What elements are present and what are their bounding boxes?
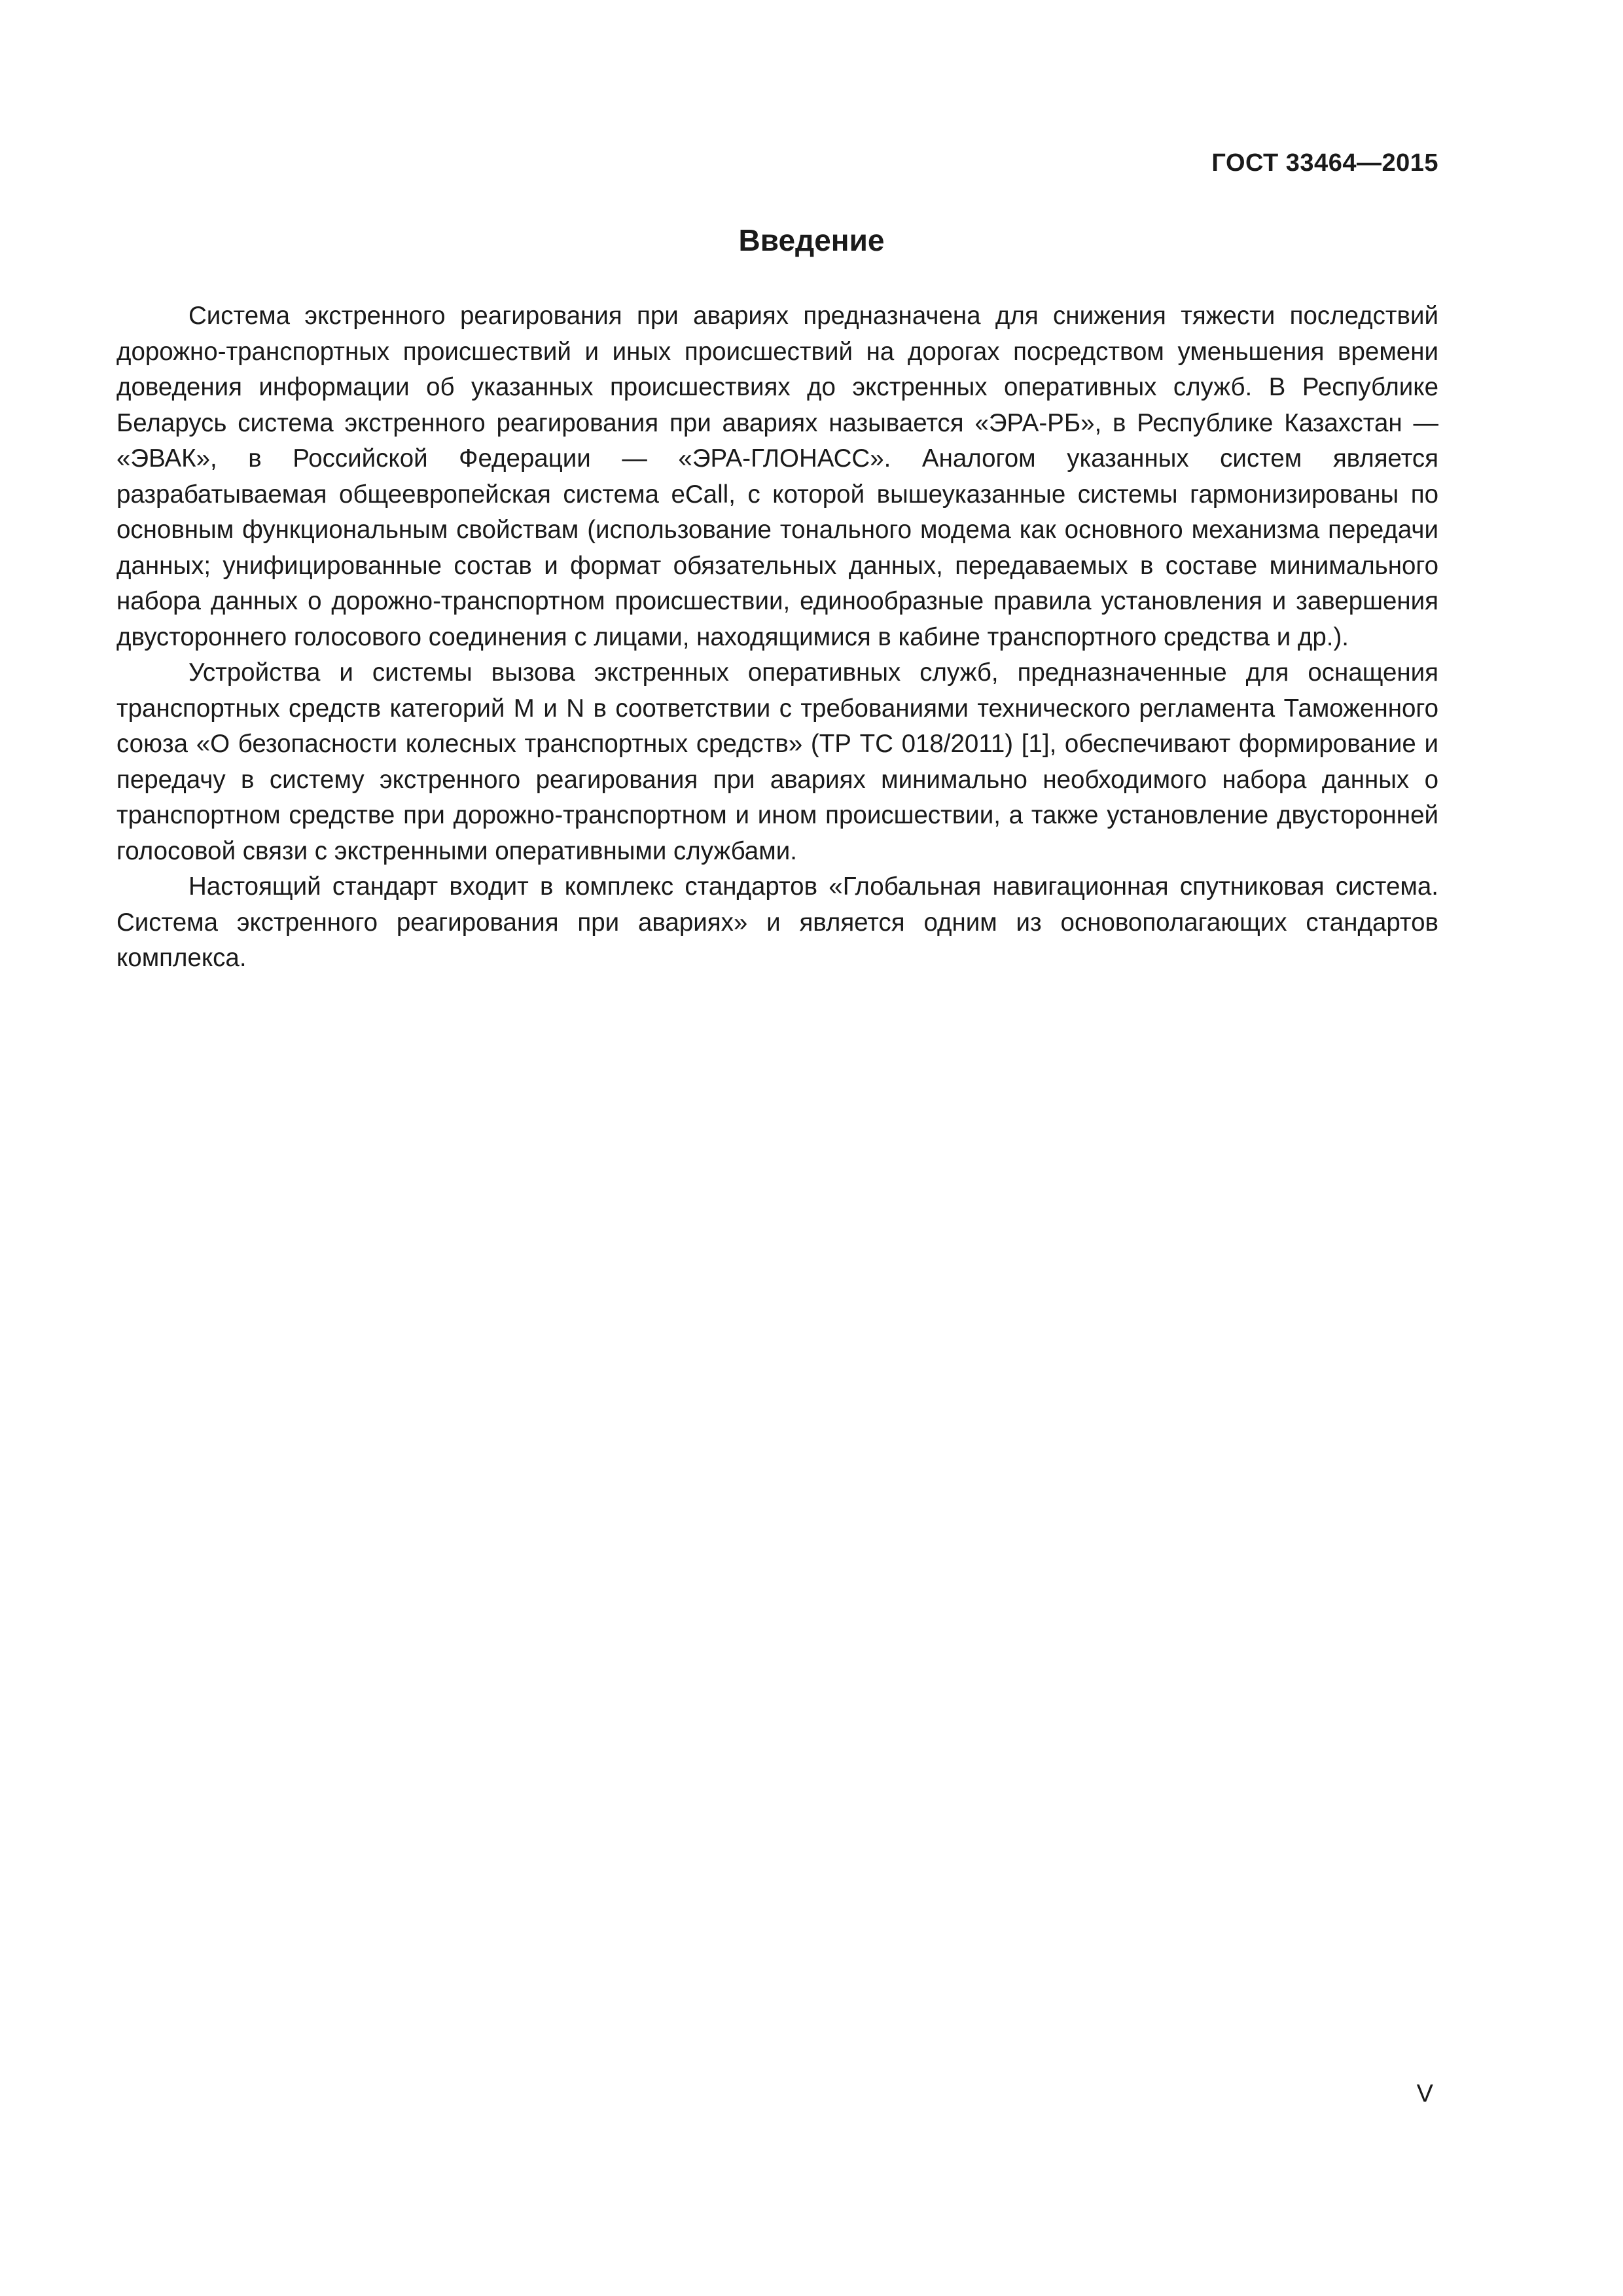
page-number: V	[1416, 2080, 1433, 2108]
paragraph-2: Устройства и системы вызова экстренных оперативных служб, предназначенные для оснащения транспортных средств категорий M и N в соответствии с требованиями технического регламента Таможенного союза «О безопасности колесных транспортных средств» (ТР ТС 018/2011) [1], обеспечивают формирование и передачу в систему экстренного реагирования при авариях минимально необходимого набора данных о транспортном средстве при дорожно-транспортном и ином происшествии, а также установление двусторонней голосовой связи с экстренными оперативными службами.	[116, 658, 1438, 865]
paragraph-3: Настоящий стандарт входит в комплекс стандартов «Глобальная навигационная спутниковая система. Система экстренного реагирования при авариях» и является одним из основополагающих стандартов комплекса.	[116, 872, 1438, 972]
paragraph-1: Система экстренного реагирования при авариях предназначена для снижения тяжести последствий дорожно-транспортных происшествий и иных происшествий на дорогах посредством уменьшения времени доведения информации об указанных происшествиях до экстренных оперативных служб. В Республике Беларусь система экстренного реагирования при авариях называется «ЭРА-РБ», в Республике Казахстан — «ЭВАК», в Российской Федерации — «ЭРА-ГЛОНАСС». Аналогом указанных систем является разрабатываемая общеевропейская система eCall, с которой вышеуказанные системы гармонизированы по основным функциональным свойствам (использование тонального модема как основного механизма передачи данных; унифицированные состав и формат обязательных данных, передаваемых в составе минимального набора данных о дорожно-транспортном происшествии, единообразные правила установления и завершения двустороннего голосового соединения с лицами, находящимися в кабине транспортного средства и др.).	[116, 302, 1438, 651]
body-text	[116, 298, 1438, 977]
document-code: ГОСТ 33464—2015	[1211, 149, 1438, 177]
section-title: Введение	[738, 223, 885, 257]
